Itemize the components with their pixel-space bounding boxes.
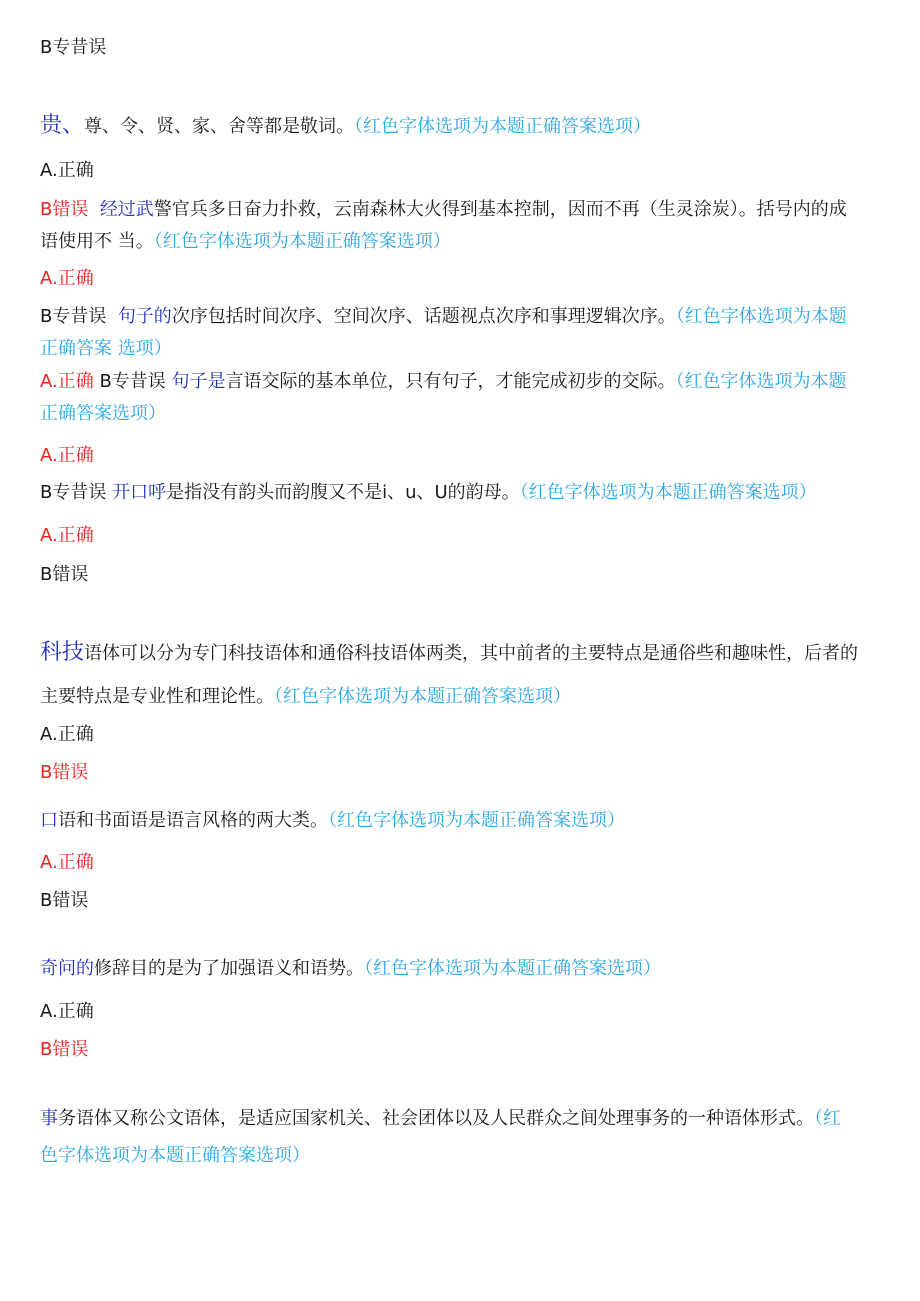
answer-hint: （红: [814, 1108, 841, 1129]
question-text: 警官兵多日奋力扑救，云南森林大火得到基本控制，因而不再（生灵涂炭）。括号内的成: [153, 199, 847, 220]
option-label-correct: A.正确: [40, 268, 94, 289]
option-label-correct: B错误: [40, 199, 89, 220]
option-b-wrong: [40, 885, 882, 917]
answer-hint: （红色字体选项为本题正确答案选项）: [354, 116, 652, 137]
question-lead: 句子是: [171, 371, 226, 392]
question-1: [40, 110, 882, 143]
option-label-correct: A.正确: [40, 371, 94, 392]
option-label-correct: B错误: [40, 1039, 89, 1060]
question-2-cont: [40, 226, 882, 258]
question-5: [40, 477, 882, 509]
question-6-cont: [40, 681, 882, 713]
option-b-wrong-red: [40, 757, 882, 789]
question-8: [40, 953, 882, 985]
answer-hint: 正确答案选项）: [40, 403, 166, 424]
question-lead: 奇问的: [40, 958, 94, 979]
question-text: 主要特点是专业性和理论性。: [40, 686, 274, 707]
question-text: 修辞目的是为了加强语义和语势。: [94, 958, 364, 979]
question-lead: 贵、: [40, 113, 85, 138]
answer-hint: 正确答案 选项）: [40, 338, 172, 359]
answer-hint: （红色字体选项为本题正确答案选项）: [274, 686, 571, 707]
option-a-correct: [40, 155, 882, 187]
option-label: B错误: [40, 890, 89, 911]
option-b-wrong: [40, 32, 882, 64]
question-9: [40, 1103, 882, 1135]
option-label: B错误: [40, 564, 89, 585]
answer-hint: （红色字体选项为本题: [675, 371, 847, 392]
question-text: 语使用不 当。: [40, 231, 154, 252]
answer-hint: （红色字体选项为本题正确答案选项）: [519, 482, 817, 503]
question-text: 言语交际的基本单位，只有句子，才能完成初步的交际。: [225, 371, 676, 392]
answer-hint: （红色字体选项为本题: [675, 306, 847, 327]
question-7: [40, 805, 882, 837]
option-a-correct-red: [40, 263, 882, 295]
option-a-correct: [40, 719, 882, 751]
question-4-cont: [40, 398, 882, 430]
question-text: 尊、令、贤、家、舍等都是敬词。: [84, 116, 355, 137]
option-label: A.正确: [40, 1001, 94, 1022]
question-2: [40, 194, 882, 226]
option-label: B专昔误: [99, 371, 166, 392]
option-label: A.正确: [40, 724, 94, 745]
answer-hint: 色字体选项为本题正确答案选项）: [40, 1145, 310, 1166]
option-label-correct: A.正确: [40, 852, 94, 873]
option-a-correct-red: [40, 847, 882, 879]
option-b-wrong-red: [40, 1034, 882, 1066]
option-label: A.正确: [40, 160, 94, 181]
question-3: [40, 301, 882, 333]
question-lead: 经过武: [99, 199, 154, 220]
option-a-correct-red: [40, 440, 882, 472]
option-label-correct: A.正确: [40, 445, 94, 466]
question-lead: 句子的: [117, 306, 172, 327]
question-lead: 口: [40, 810, 58, 831]
option-label: B专昔误: [40, 37, 107, 58]
question-text: 语和书面语是语言风格的两大类。: [58, 810, 328, 831]
option-label-correct: B错误: [40, 762, 89, 783]
question-lead: 科技: [40, 640, 85, 665]
answer-hint: （红色字体选项为本题正确答案选项）: [364, 958, 661, 979]
question-text: 次序包括时间次序、空间次序、话题视点次序和事理逻辑次序。: [171, 306, 676, 327]
answer-hint: （红色字体选项为本题正确答案选项）: [328, 810, 625, 831]
option-b-wrong: [40, 559, 882, 591]
option-a-correct: [40, 996, 882, 1028]
question-text: 语体可以分为专门科技语体和通俗科技语体两类，其中前者的主要特点是通俗些和趣味性，后者的: [84, 643, 859, 664]
answer-hint: （红色字体选项为本题正确答案选项）: [153, 231, 451, 252]
question-9-cont: [40, 1140, 882, 1172]
option-label-correct: A.正确: [40, 525, 94, 546]
question-text: 务语体又称公文语体，是适应国家机关、社会团体以及人民群众之间处理事务的一种语体形式。: [58, 1108, 814, 1129]
question-text: 是指没有韵头而韵腹又不是i、u、U的韵母。: [166, 482, 520, 503]
option-a-correct-red: [40, 520, 882, 552]
option-label: B专昔误: [40, 306, 107, 327]
question-lead: 事: [40, 1108, 58, 1129]
option-label: B专昔误: [40, 482, 107, 503]
question-lead: 开口呼: [112, 482, 167, 503]
question-6: [40, 637, 882, 670]
question-3-cont: [40, 333, 882, 365]
question-4: [40, 366, 882, 398]
